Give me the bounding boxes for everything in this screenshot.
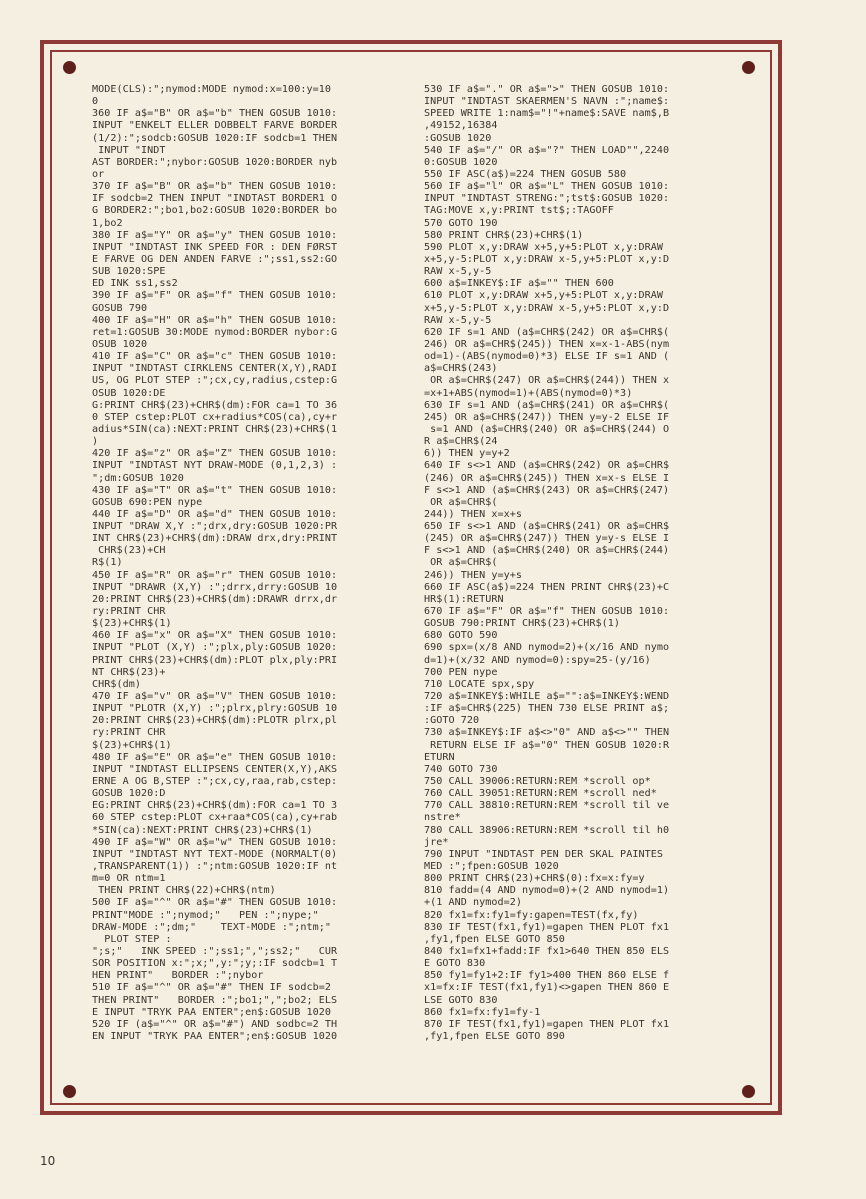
code-line: 450 IF a$="R" OR a$="r" THEN GOSUB 1010: — [92, 569, 338, 581]
code-line: 820 fx1=fx:fy1=fy:gapen=TEST(fx,fy) — [424, 909, 639, 921]
code-line: :IF a$=CHR$(225) THEN 730 ELSE PRINT a$; — [424, 703, 670, 715]
code-line: 20:PRINT CHR$(23)+CHR$(dm):PLOTR plrx,pl — [92, 715, 338, 727]
code-line: US, OG PLOT STEP :";cx,cy,radius,cstep:G — [92, 375, 338, 387]
code-line: 870 IF TEST(fx1,fy1)=gapen THEN PLOT fx1 — [424, 1018, 670, 1030]
code-line: adius*SIN(ca):NEXT:PRINT CHR$(23)+CHR$(1 — [92, 423, 338, 435]
corner-dot-top-left — [63, 61, 76, 74]
code-line: INPUT "INDT — [92, 144, 166, 156]
code-line: 640 IF s<>1 AND (a$=CHR$(242) OR a$=CHR$ — [424, 460, 670, 472]
code-line: PRINT"MODE :";nymod;" PEN :";nype;" — [92, 909, 319, 921]
code-line: SUB 1020:SPE — [92, 266, 166, 278]
code-line: 790 INPUT "INDTAST PEN DER SKAL PAINTES — [424, 848, 663, 860]
code-line: 0:GOSUB 1020 — [424, 156, 498, 168]
code-line: 540 IF a$="/" OR a$="?" THEN LOAD"",2240 — [424, 144, 670, 156]
code-line: THEN PRINT" BORDER :";bo1;",";bo2; ELS — [92, 994, 338, 1006]
code-line: 710 LOCATE spx,spy — [424, 678, 535, 690]
code-line: 630 IF s=1 AND (a$=CHR$(241) OR a$=CHR$( — [424, 399, 670, 411]
code-line: HR$(1):RETURN — [424, 593, 504, 605]
code-line: INPUT "INDTAST NYT TEXT-MODE (NORMALT(0) — [92, 848, 338, 860]
code-line: a$=CHR$(243) — [424, 363, 498, 375]
code-line: AST BORDER:";nybor:GOSUB 1020:BORDER nyb — [92, 156, 338, 168]
code-line: 570 GOTO 190 — [424, 217, 498, 229]
code-line: (1/2):";sodcb:GOSUB 1020:IF sodcb=1 THEN — [92, 132, 338, 144]
code-line: ";dm:GOSUB 1020 — [92, 472, 184, 484]
code-line: INPUT "INDTAST NYT DRAW-MODE (0,1,2,3) : — [92, 460, 338, 472]
code-line: 430 IF a$="T" OR a$="t" THEN GOSUB 1010: — [92, 484, 338, 496]
page-number: 10 — [40, 1154, 56, 1168]
code-line: 830 IF TEST(fx1,fy1)=gapen THEN PLOT fx1 — [424, 921, 670, 933]
code-line: *SIN(ca):NEXT:PRINT CHR$(23)+CHR$(1) — [92, 824, 313, 836]
code-line: $(23)+CHR$(1) — [92, 618, 172, 630]
code-line: ERNE A OG B,STEP :";cx,cy,raa,rab,cstep: — [92, 776, 338, 788]
code-line: 840 fx1=fx1+fadd:IF fx1>640 THEN 850 ELS — [424, 945, 670, 957]
code-line: 550 IF ASC(a$)=224 THEN GOSUB 580 — [424, 168, 627, 180]
code-line: ,fy1,fpen ELSE GOTO 850 — [424, 933, 565, 945]
code-line: ry:PRINT CHR — [92, 606, 166, 618]
code-line: ,TRANSPARENT(1)) :";ntm:GOSUB 1020:IF nt — [92, 861, 338, 872]
listing-right-column — [424, 84, 724, 1043]
code-line: 460 IF a$="x" OR a$="X" THEN GOSUB 1010: — [92, 630, 338, 642]
code-line: 360 IF a$="B" OR a$="b" THEN GOSUB 1010: — [92, 108, 338, 120]
code-line: INPUT "INDTAST STRENG:";tst$:GOSUB 1020: — [424, 193, 670, 205]
code-line: or — [92, 168, 105, 180]
code-line: R a$=CHR$(24 — [424, 436, 498, 448]
code-line: od=1)-(ABS(nymod=0)*3) ELSE IF s=1 AND ( — [424, 351, 670, 363]
code-line: :GOTO 720 — [424, 715, 480, 727]
code-line: GOSUB 790:PRINT CHR$(23)+CHR$(1) — [424, 618, 621, 630]
code-line: 660 IF ASC(a$)=224 THEN PRINT CHR$(23)+C — [424, 581, 670, 593]
code-line: 245) OR a$=CHR$(247)) THEN y=y-2 ELSE IF — [424, 411, 670, 423]
code-line: INPUT "DRAW X,Y :";drx,dry:GOSUB 1020:PR — [92, 521, 338, 533]
code-line: 810 fadd=(4 AND nymod=0)+(2 AND nymod=1) — [424, 885, 670, 897]
code-line: 560 IF a$="l" OR a$="L" THEN GOSUB 1010: — [424, 181, 670, 193]
code-line: INPUT "DRAWR (X,Y) :";drrx,drry:GOSUB 10 — [92, 581, 338, 593]
code-line: THEN PRINT CHR$(22)+CHR$(ntm) — [92, 885, 276, 897]
code-line: GOSUB 690:PEN nype — [92, 496, 203, 508]
code-line: 860 fx1=fx:fy1=fy-1 — [424, 1006, 541, 1018]
code-line: SOR POSITION x:";x;",y:";y;:IF sodcb=1 T — [92, 958, 338, 970]
code-line: 490 IF a$="W" OR a$="w" THEN GOSUB 1010: — [92, 836, 338, 848]
code-line: INPUT "INDTAST CIRKLENS CENTER(X,Y),RADI — [92, 363, 338, 375]
code-line: CHR$(dm) — [92, 678, 142, 690]
code-line: nstre* — [424, 812, 461, 824]
code-line: PLOT STEP : — [92, 933, 172, 945]
corner-dot-top-right — [742, 61, 755, 74]
code-line: MODE(CLS):";nymod:MODE nymod:x=100:y=10 — [92, 84, 331, 95]
code-line: m=0 OR ntm=1 — [92, 873, 166, 885]
code-line: 580 PRINT CHR$(23)+CHR$(1) — [424, 229, 584, 241]
code-line: 530 IF a$="." OR a$=">" THEN GOSUB 1010: — [424, 84, 670, 95]
code-line: OR a$=CHR$( — [424, 557, 498, 569]
code-line: TAG:MOVE x,y:PRINT tst$;:TAGOFF — [424, 205, 614, 217]
code-line: G BORDER2:";bo1,bo2:GOSUB 1020:BORDER bo — [92, 205, 338, 217]
code-line: 760 CALL 39051:RETURN:REM *scroll ned* — [424, 788, 657, 800]
code-line: =x+1+ABS(nymod=1)+(ABS(nymod=0)*3) — [424, 387, 633, 399]
code-line: 620 IF s=1 AND (a$=CHR$(242) OR a$=CHR$( — [424, 326, 670, 338]
code-line: 60 STEP cstep:PLOT cx+raa*COS(ca),cy+rab — [92, 812, 338, 824]
code-line: 470 IF a$="v" OR a$="V" THEN GOSUB 1010: — [92, 691, 338, 703]
code-line: R$(1) — [92, 557, 123, 569]
code-line: DRAW-MODE :";dm;" TEXT-MODE :";ntm;" — [92, 921, 331, 933]
code-line: E GOTO 830 — [424, 958, 486, 970]
corner-dot-bottom-left — [63, 1085, 76, 1098]
code-line: 720 a$=INKEY$:WHILE a$="":a$=INKEY$:WEND — [424, 691, 670, 703]
code-line: x+5,y-5:PLOT x,y:DRAW x-5,y+5:PLOT x,y:D — [424, 302, 670, 314]
code-line: INPUT "ENKELT ELLER DOBBELT FARVE BORDER — [92, 120, 338, 132]
code-line: 380 IF a$="Y" OR a$="y" THEN GOSUB 1010: — [92, 229, 338, 241]
code-line: EG:PRINT CHR$(23)+CHR$(dm):FOR ca=1 TO 3 — [92, 800, 338, 812]
code-line: HEN PRINT" BORDER :";nybor — [92, 970, 264, 982]
code-line: ED INK ss1,ss2 — [92, 278, 178, 290]
code-line: 480 IF a$="E" OR a$="e" THEN GOSUB 1010: — [92, 751, 338, 763]
code-line: 20:PRINT CHR$(23)+CHR$(dm):DRAWR drrx,dr — [92, 593, 338, 605]
code-line: ) — [92, 436, 99, 448]
code-line: 690 spx=(x/8 AND nymod=2)+(x/16 AND nymo — [424, 642, 670, 654]
code-line: PRINT CHR$(23)+CHR$(dm):PLOT plx,ply:PRI — [92, 654, 338, 666]
code-line: INPUT "INDTAST ELLIPSENS CENTER(X,Y),AKS — [92, 763, 338, 775]
code-line: INPUT "INDTAST INK SPEED FOR : DEN FØRST — [92, 241, 338, 253]
code-line: F s<>1 AND (a$=CHR$(240) OR a$=CHR$(244) — [424, 545, 670, 557]
code-line: d=1)+(x/32 AND nymod=0):spy=25-(y/16) — [424, 654, 651, 666]
code-line: RETURN ELSE IF a$="0" THEN GOSUB 1020:R — [424, 739, 670, 751]
code-line: E INPUT "TRYK PAA ENTER";en$:GOSUB 1020 — [92, 1006, 331, 1018]
code-line: 246) OR a$=CHR$(245)) THEN x=x-1-ABS(nym — [424, 338, 670, 350]
code-line: 850 fy1=fy1+2:IF fy1>400 THEN 860 ELSE f — [424, 970, 670, 982]
code-line: 590 PLOT x,y:DRAW x+5,y+5:PLOT x,y:DRAW — [424, 241, 663, 253]
code-line: jre* — [424, 836, 449, 848]
code-line: 0 STEP cstep:PLOT cx+radius*COS(ca),cy+r — [92, 411, 338, 423]
code-line: ry:PRINT CHR — [92, 727, 166, 739]
code-line: (245) OR a$=CHR$(247)) THEN y=y-s ELSE I — [424, 533, 670, 545]
code-line: 800 PRINT CHR$(23)+CHR$(0):fx=x:fy=y — [424, 873, 645, 885]
listing-left-column — [92, 84, 392, 1043]
code-line: LSE GOTO 830 — [424, 994, 498, 1006]
code-line: F s<>1 AND (a$=CHR$(243) OR a$=CHR$(247) — [424, 484, 670, 496]
code-line: SPEED WRITE 1:nam$="!"+name$:SAVE nam$,B — [424, 108, 670, 120]
code-line: OSUB 1020 — [92, 338, 148, 350]
code-line: ETURN — [424, 751, 455, 763]
code-line: 500 IF a$="^" OR a$="#" THEN GOSUB 1010: — [92, 897, 338, 909]
code-line: +(1 AND nymod=2) — [424, 897, 523, 909]
code-line: INPUT "PLOT (X,Y) :";plx,ply:GOSUB 1020: — [92, 642, 338, 654]
code-line: E FARVE OG DEN ANDEN FARVE :";ss1,ss2:GO — [92, 253, 338, 265]
code-line: 370 IF a$="B" OR a$="b" THEN GOSUB 1010: — [92, 181, 338, 193]
code-line: 0 — [92, 96, 99, 108]
code-line: 600 a$=INKEY$:IF a$="" THEN 600 — [424, 278, 614, 290]
code-line: (246) OR a$=CHR$(245)) THEN x=x-s ELSE I — [424, 472, 670, 484]
code-line: 6)) THEN y=y+2 — [424, 448, 510, 460]
code-line: x1=fx:IF TEST(fx1,fy1)<>gapen THEN 860 E — [424, 982, 670, 994]
code-line: NT CHR$(23)+ — [92, 666, 166, 678]
code-line: 510 IF a$="^" OR a$="#" THEN IF sodcb=2 — [92, 982, 331, 994]
code-line: ";s;" INK SPEED :";ss1;",";ss2;" CUR — [92, 945, 338, 957]
code-line: 700 PEN nype — [424, 666, 498, 678]
code-line: OR a$=CHR$( — [424, 496, 498, 508]
code-line: 780 CALL 38906:RETURN:REM *scroll til h0 — [424, 824, 670, 836]
code-line: INPUT "PLOTR (X,Y) :";plrx,plry:GOSUB 10 — [92, 703, 338, 715]
code-line: ret=1:GOSUB 30:MODE nymod:BORDER nybor:G — [92, 326, 338, 338]
code-line: G:PRINT CHR$(23)+CHR$(dm):FOR ca=1 TO 36 — [92, 399, 338, 411]
code-line: GOSUB 790 — [92, 302, 148, 314]
code-line: s=1 AND (a$=CHR$(240) OR a$=CHR$(244) O — [424, 423, 670, 435]
code-line: ,fy1,fpen ELSE GOTO 890 — [424, 1030, 565, 1042]
code-line: INT CHR$(23)+CHR$(dm):DRAW drx,dry:PRINT — [92, 533, 338, 545]
code-line: 680 GOTO 590 — [424, 630, 498, 642]
code-line: OSUB 1020:DE — [92, 387, 166, 399]
code-line: 730 a$=INKEY$:IF a$<>"0" AND a$<>"" THEN — [424, 727, 670, 739]
code-line: RAW x-5,y-5 — [424, 266, 492, 278]
code-line: 440 IF a$="D" OR a$="d" THEN GOSUB 1010: — [92, 508, 338, 520]
code-line: 246)) THEN y=y+s — [424, 569, 523, 581]
code-line: OR a$=CHR$(247) OR a$=CHR$(244)) THEN x — [424, 375, 670, 387]
code-line: EN INPUT "TRYK PAA ENTER";en$:GOSUB 1020 — [92, 1030, 338, 1042]
code-line: 400 IF a$="H" OR a$="h" THEN GOSUB 1010: — [92, 314, 338, 326]
corner-dot-bottom-right — [742, 1085, 755, 1098]
code-line: :GOSUB 1020 — [424, 132, 492, 144]
code-line: 390 IF a$="F" OR a$="f" THEN GOSUB 1010: — [92, 290, 338, 302]
code-line: 750 CALL 39006:RETURN:REM *scroll op* — [424, 776, 651, 788]
code-line: MED :";fpen:GOSUB 1020 — [424, 861, 559, 872]
code-line: INPUT "INDTAST SKAERMEN'S NAVN :";name$: — [424, 96, 670, 108]
code-line: RAW x-5,y-5 — [424, 314, 492, 326]
code-line: 610 PLOT x,y:DRAW x+5,y+5:PLOT x,y:DRAW — [424, 290, 663, 302]
code-line: $(23)+CHR$(1) — [92, 739, 172, 751]
code-line: 670 IF a$="F" OR a$="f" THEN GOSUB 1010: — [424, 606, 670, 618]
code-line: ,49152,16384 — [424, 120, 498, 132]
code-line: IF sodcb=2 THEN INPUT "INDTAST BORDER1 O — [92, 193, 338, 205]
code-line: 410 IF a$="C" OR a$="c" THEN GOSUB 1010: — [92, 351, 338, 363]
code-line: 520 IF (a$="^" OR a$="#") AND sodbc=2 TH — [92, 1018, 338, 1030]
code-line: 1,bo2 — [92, 217, 123, 229]
code-line: x+5,y-5:PLOT x,y:DRAW x-5,y+5:PLOT x,y:D — [424, 253, 670, 265]
code-line: GOSUB 1020:D — [92, 788, 166, 800]
code-line: 740 GOTO 730 — [424, 763, 498, 775]
code-line: 650 IF s<>1 AND (a$=CHR$(241) OR a$=CHR$ — [424, 521, 670, 533]
code-line: 770 CALL 38810:RETURN:REM *scroll til ve — [424, 800, 670, 812]
code-line: 420 IF a$="z" OR a$="Z" THEN GOSUB 1010: — [92, 448, 338, 460]
code-line: 244)) THEN x=x+s — [424, 508, 523, 520]
code-line: CHR$(23)+CH — [92, 545, 166, 557]
